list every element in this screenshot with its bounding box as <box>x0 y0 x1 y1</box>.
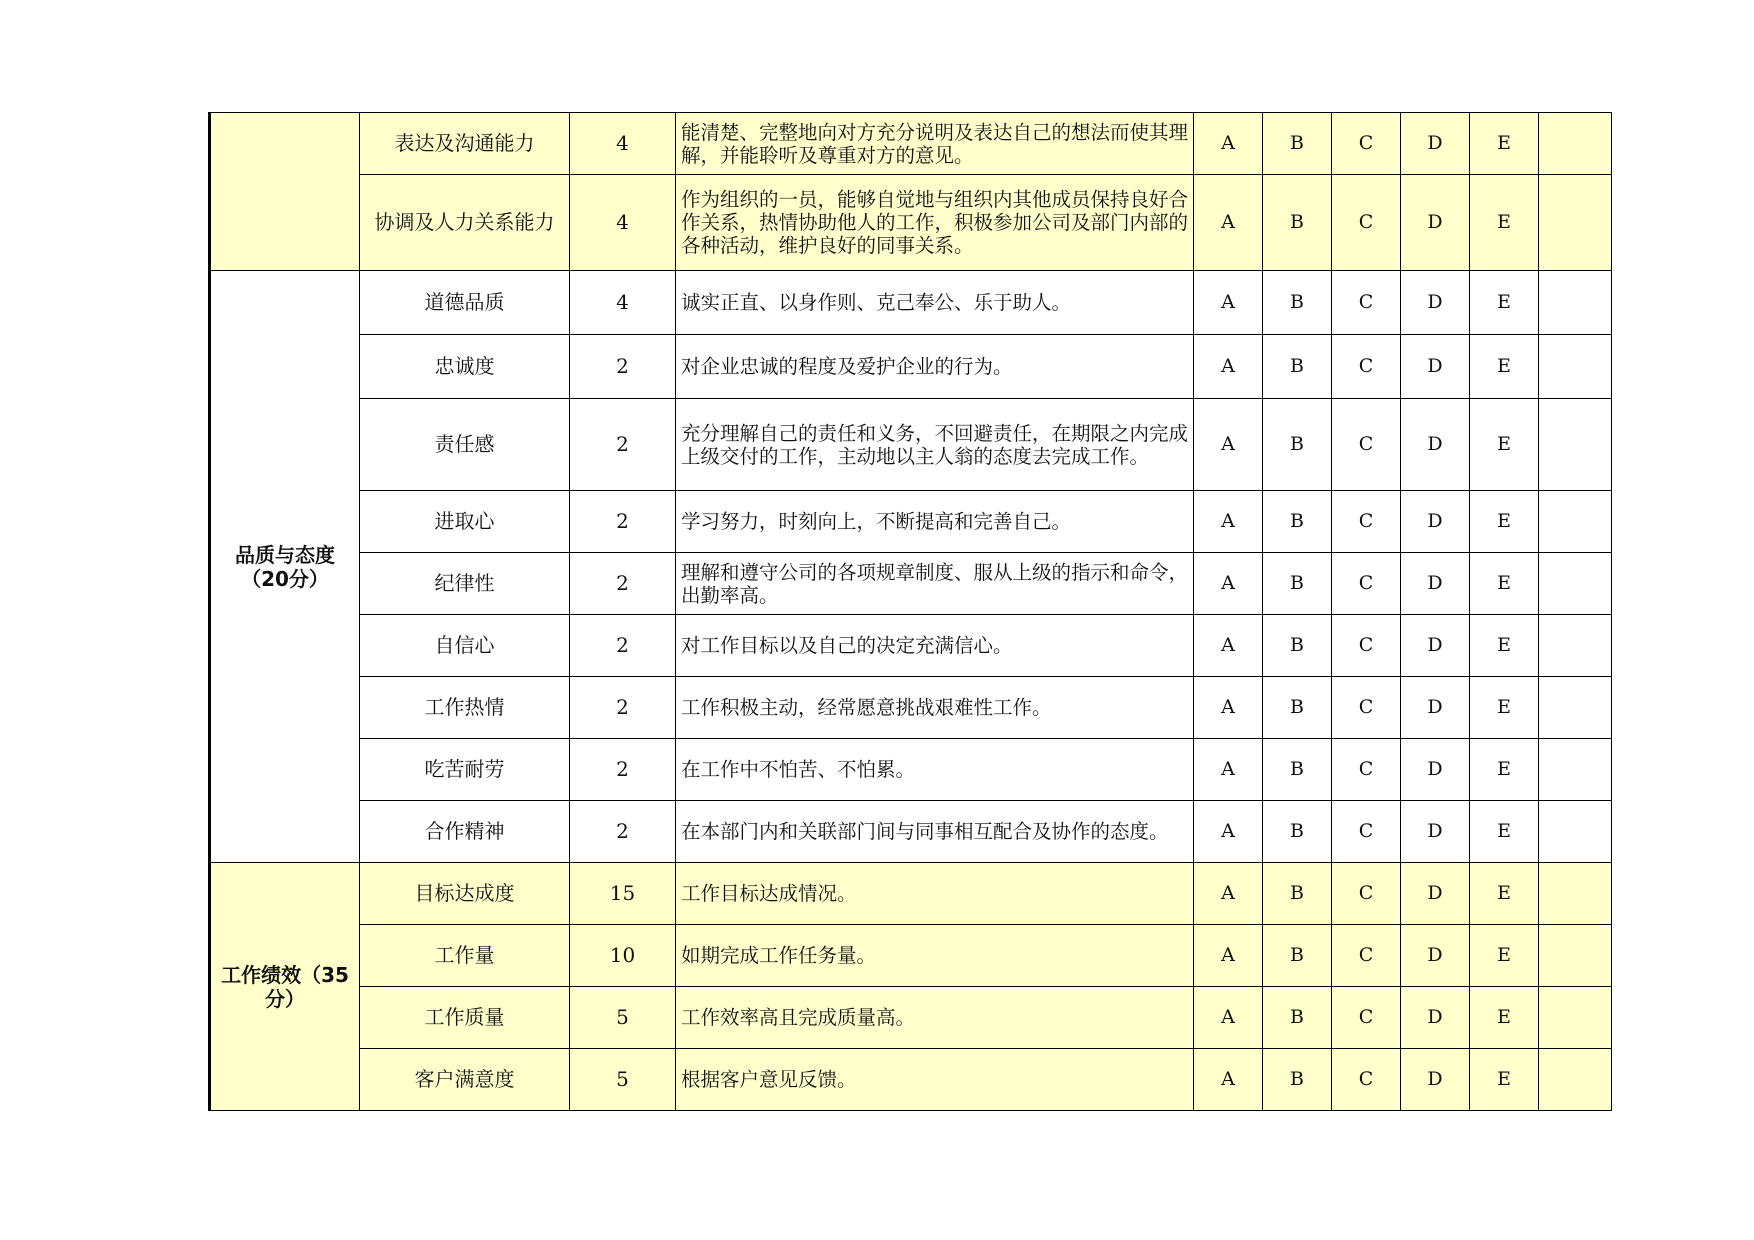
score-cell: 2 <box>570 491 676 553</box>
table-row <box>210 801 1612 863</box>
grade-option-e[interactable]: E <box>1470 399 1539 491</box>
grade-option-e[interactable]: E <box>1470 1049 1539 1111</box>
grade-option-a[interactable]: A <box>1194 491 1263 553</box>
grade-option-b[interactable]: B <box>1263 987 1332 1049</box>
description-cell: 诚实正直、以身作则、克己奉公、乐于助人。 <box>676 271 1194 335</box>
grade-option-e[interactable]: E <box>1470 491 1539 553</box>
grade-option-e[interactable]: E <box>1470 801 1539 863</box>
grade-option-e[interactable]: E <box>1470 175 1539 271</box>
result-cell[interactable] <box>1539 491 1612 553</box>
result-cell[interactable] <box>1539 1049 1612 1111</box>
grade-option-a[interactable]: A <box>1194 615 1263 677</box>
grade-option-a[interactable]: A <box>1194 399 1263 491</box>
grade-option-e[interactable]: E <box>1470 925 1539 987</box>
grade-option-c[interactable]: C <box>1332 175 1401 271</box>
score-cell: 4 <box>570 113 676 175</box>
score-cell: 2 <box>570 615 676 677</box>
grade-option-c[interactable]: C <box>1332 335 1401 399</box>
category-cell: 工作绩效（35分） <box>210 863 360 1111</box>
table-row <box>210 399 1612 491</box>
score-cell: 2 <box>570 677 676 739</box>
table-row <box>210 925 1612 987</box>
grade-option-b[interactable]: B <box>1263 615 1332 677</box>
item-name-cell: 工作质量 <box>360 987 570 1049</box>
grade-option-c[interactable]: C <box>1332 1049 1401 1111</box>
grade-option-d[interactable]: D <box>1401 113 1470 175</box>
grade-option-a[interactable]: A <box>1194 271 1263 335</box>
grade-option-c[interactable]: C <box>1332 987 1401 1049</box>
result-cell[interactable] <box>1539 801 1612 863</box>
grade-option-c[interactable]: C <box>1332 677 1401 739</box>
grade-option-d[interactable]: D <box>1401 491 1470 553</box>
grade-option-e[interactable]: E <box>1470 553 1539 615</box>
score-cell: 2 <box>570 739 676 801</box>
description-cell: 能清楚、完整地向对方充分说明及表达自己的想法而使其理解，并能聆听及尊重对方的意见。 <box>676 113 1194 175</box>
description-cell: 对企业忠诚的程度及爱护企业的行为。 <box>676 335 1194 399</box>
description-cell: 工作效率高且完成质量高。 <box>676 987 1194 1049</box>
grade-option-a[interactable]: A <box>1194 1049 1263 1111</box>
item-name-cell: 自信心 <box>360 615 570 677</box>
table-row <box>210 113 1612 175</box>
score-cell: 4 <box>570 175 676 271</box>
score-cell: 2 <box>570 399 676 491</box>
grade-option-a[interactable]: A <box>1194 925 1263 987</box>
grade-option-e[interactable]: E <box>1470 863 1539 925</box>
description-cell: 根据客户意见反馈。 <box>676 1049 1194 1111</box>
grade-option-d[interactable]: D <box>1401 863 1470 925</box>
grade-option-a[interactable]: A <box>1194 987 1263 1049</box>
table-row <box>210 1049 1612 1111</box>
result-cell[interactable] <box>1539 553 1612 615</box>
grade-option-b[interactable]: B <box>1263 491 1332 553</box>
description-cell: 作为组织的一员，能够自觉地与组织内其他成员保持良好合作关系，热情协助他人的工作，积极参加公司及部门内部的各种活动，维护良好的同事关系。 <box>676 175 1194 271</box>
grade-option-c[interactable]: C <box>1332 491 1401 553</box>
description-cell: 工作积极主动，经常愿意挑战艰难性工作。 <box>676 677 1194 739</box>
result-cell[interactable] <box>1539 677 1612 739</box>
grade-option-b[interactable]: B <box>1263 175 1332 271</box>
category-cell <box>210 113 360 271</box>
grade-option-b[interactable]: B <box>1263 553 1332 615</box>
grade-option-b[interactable]: B <box>1263 863 1332 925</box>
result-cell[interactable] <box>1539 615 1612 677</box>
grade-option-d[interactable]: D <box>1401 987 1470 1049</box>
grade-option-d[interactable]: D <box>1401 801 1470 863</box>
grade-option-e[interactable]: E <box>1470 113 1539 175</box>
grade-option-a[interactable]: A <box>1194 801 1263 863</box>
item-name-cell: 客户满意度 <box>360 1049 570 1111</box>
grade-option-e[interactable]: E <box>1470 271 1539 335</box>
score-cell: 10 <box>570 925 676 987</box>
item-name-cell: 目标达成度 <box>360 863 570 925</box>
result-cell[interactable] <box>1539 863 1612 925</box>
grade-option-b[interactable]: B <box>1263 1049 1332 1111</box>
description-cell: 充分理解自己的责任和义务，不回避责任，在期限之内完成上级交付的工作，主动地以主人翁的态度去完成工作。 <box>676 399 1194 491</box>
grade-option-c[interactable]: C <box>1332 615 1401 677</box>
grade-option-d[interactable]: D <box>1401 399 1470 491</box>
score-cell: 5 <box>570 987 676 1049</box>
grade-option-d[interactable]: D <box>1401 271 1470 335</box>
item-name-cell: 协调及人力关系能力 <box>360 175 570 271</box>
item-name-cell: 吃苦耐劳 <box>360 739 570 801</box>
score-cell: 2 <box>570 335 676 399</box>
table-row <box>210 987 1612 1049</box>
item-name-cell: 道德品质 <box>360 271 570 335</box>
grade-option-c[interactable]: C <box>1332 739 1401 801</box>
grade-option-b[interactable]: B <box>1263 271 1332 335</box>
grade-option-c[interactable]: C <box>1332 553 1401 615</box>
grade-option-a[interactable]: A <box>1194 113 1263 175</box>
item-name-cell: 忠诚度 <box>360 335 570 399</box>
score-cell: 5 <box>570 1049 676 1111</box>
grade-option-b[interactable]: B <box>1263 925 1332 987</box>
result-cell[interactable] <box>1539 335 1612 399</box>
result-cell[interactable] <box>1539 271 1612 335</box>
table-row <box>210 677 1612 739</box>
grade-option-d[interactable]: D <box>1401 739 1470 801</box>
grade-option-a[interactable]: A <box>1194 335 1263 399</box>
table-row <box>210 335 1612 399</box>
description-cell: 学习努力，时刻向上，不断提高和完善自己。 <box>676 491 1194 553</box>
table-row <box>210 615 1612 677</box>
description-cell: 在本部门内和关联部门间与同事相互配合及协作的态度。 <box>676 801 1194 863</box>
description-cell: 在工作中不怕苦、不怕累。 <box>676 739 1194 801</box>
grade-option-b[interactable]: B <box>1263 113 1332 175</box>
table-row <box>210 271 1612 335</box>
table-row <box>210 553 1612 615</box>
description-cell: 对工作目标以及自己的决定充满信心。 <box>676 615 1194 677</box>
table-row <box>210 175 1612 271</box>
grade-option-c[interactable]: C <box>1332 399 1401 491</box>
grade-option-d[interactable]: D <box>1401 335 1470 399</box>
description-cell: 理解和遵守公司的各项规章制度、服从上级的指示和命令，出勤率高。 <box>676 553 1194 615</box>
grade-option-a[interactable]: A <box>1194 553 1263 615</box>
description-cell: 工作目标达成情况。 <box>676 863 1194 925</box>
grade-option-c[interactable]: C <box>1332 925 1401 987</box>
result-cell[interactable] <box>1539 925 1612 987</box>
result-cell[interactable] <box>1539 739 1612 801</box>
grade-option-b[interactable]: B <box>1263 739 1332 801</box>
grade-option-e[interactable]: E <box>1470 987 1539 1049</box>
grade-option-d[interactable]: D <box>1401 553 1470 615</box>
score-cell: 4 <box>570 271 676 335</box>
grade-option-e[interactable]: E <box>1470 677 1539 739</box>
table-row <box>210 739 1612 801</box>
grade-option-b[interactable]: B <box>1263 399 1332 491</box>
category-cell: 品质与态度（20分） <box>210 271 360 863</box>
item-name-cell: 合作精神 <box>360 801 570 863</box>
grade-option-a[interactable]: A <box>1194 739 1263 801</box>
item-name-cell: 工作热情 <box>360 677 570 739</box>
item-name-cell: 纪律性 <box>360 553 570 615</box>
item-name-cell: 责任感 <box>360 399 570 491</box>
grade-option-c[interactable]: C <box>1332 271 1401 335</box>
grade-option-a[interactable]: A <box>1194 677 1263 739</box>
grade-option-d[interactable]: D <box>1401 175 1470 271</box>
score-cell: 2 <box>570 553 676 615</box>
grade-option-d[interactable]: D <box>1401 677 1470 739</box>
result-cell[interactable] <box>1539 399 1612 491</box>
grade-option-e[interactable]: E <box>1470 615 1539 677</box>
grade-option-b[interactable]: B <box>1263 335 1332 399</box>
table-row <box>210 863 1612 925</box>
grade-option-d[interactable]: D <box>1401 925 1470 987</box>
evaluation-sheet <box>208 112 1612 1111</box>
result-cell[interactable] <box>1539 175 1612 271</box>
item-name-cell: 进取心 <box>360 491 570 553</box>
item-name-cell: 表达及沟通能力 <box>360 113 570 175</box>
item-name-cell: 工作量 <box>360 925 570 987</box>
grade-option-c[interactable]: C <box>1332 113 1401 175</box>
evaluation-table-body <box>210 113 1612 1111</box>
evaluation-table <box>208 112 1612 1111</box>
result-cell[interactable] <box>1539 987 1612 1049</box>
description-cell: 如期完成工作任务量。 <box>676 925 1194 987</box>
grade-option-c[interactable]: C <box>1332 801 1401 863</box>
grade-option-a[interactable]: A <box>1194 863 1263 925</box>
score-cell: 2 <box>570 801 676 863</box>
grade-option-e[interactable]: E <box>1470 739 1539 801</box>
grade-option-b[interactable]: B <box>1263 677 1332 739</box>
grade-option-a[interactable]: A <box>1194 175 1263 271</box>
grade-option-c[interactable]: C <box>1332 863 1401 925</box>
table-row <box>210 491 1612 553</box>
grade-option-b[interactable]: B <box>1263 801 1332 863</box>
score-cell: 15 <box>570 863 676 925</box>
grade-option-e[interactable]: E <box>1470 335 1539 399</box>
result-cell[interactable] <box>1539 113 1612 175</box>
grade-option-d[interactable]: D <box>1401 1049 1470 1111</box>
grade-option-d[interactable]: D <box>1401 615 1470 677</box>
